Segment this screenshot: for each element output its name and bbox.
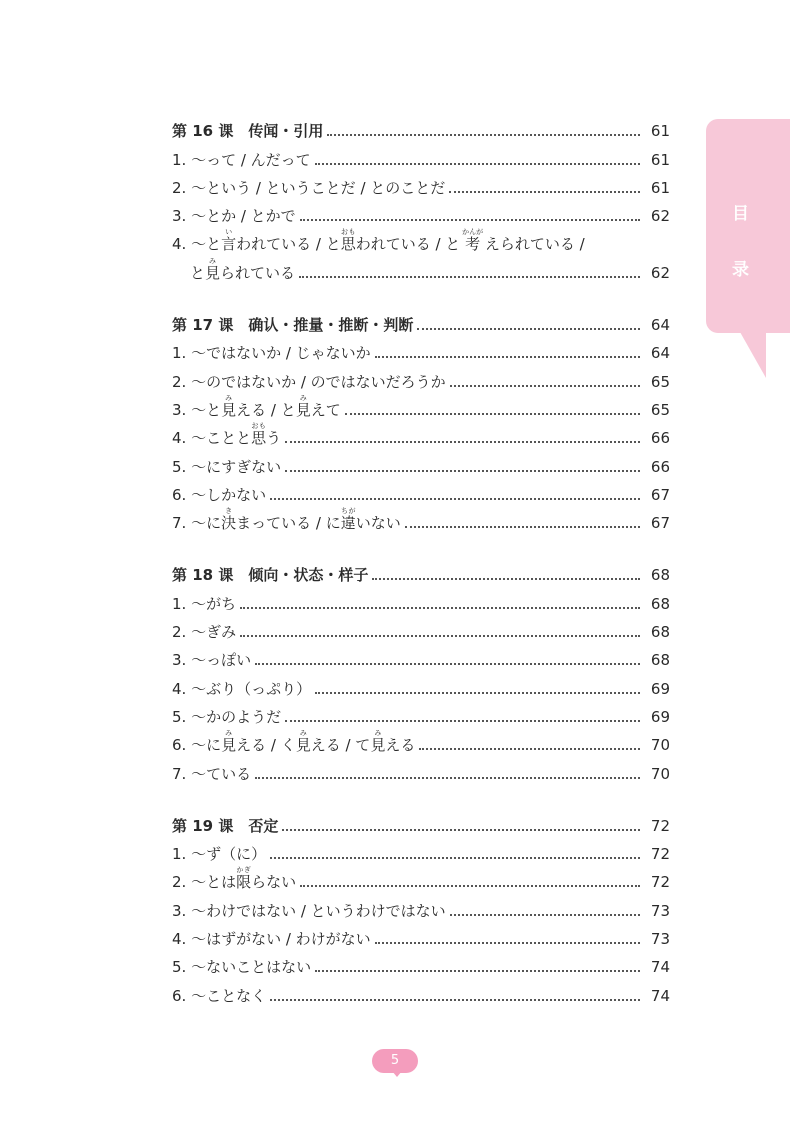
toc-entry[interactable] (172, 894, 670, 922)
toc-page-number: 73 (650, 930, 670, 949)
toc-page-number: 68 (650, 566, 670, 585)
toc-entry[interactable] (172, 143, 670, 171)
toc-entry-label: 5. ～にすぎない (172, 457, 282, 476)
toc-entry[interactable] (172, 507, 670, 535)
dot-leader (282, 829, 640, 831)
toc-page-number: 64 (650, 316, 670, 335)
toc-entry[interactable] (172, 172, 670, 200)
toc-entry-label: 4. ～はずがない / わけがない (172, 930, 371, 949)
dot-leader (240, 607, 640, 609)
dot-leader (375, 942, 640, 944)
toc-entry[interactable] (172, 672, 670, 700)
toc-entry-label: 2. ～のではないか / のではないだろうか (172, 372, 446, 391)
toc-page-number: 69 (650, 707, 670, 726)
toc-heading[interactable] (172, 309, 670, 337)
toc-entry[interactable] (172, 587, 670, 615)
dot-leader (270, 857, 640, 859)
toc-entry[interactable] (172, 616, 670, 644)
toc-entry[interactable] (172, 838, 670, 866)
toc-entry-label: 7. ～に決きまっている / に違ちがいない (172, 507, 401, 533)
toc-entry[interactable] (172, 479, 670, 507)
toc-page-number: 61 (650, 178, 670, 197)
toc-entry-label: 5. ～ないことはない (172, 958, 312, 977)
toc-entry[interactable] (172, 337, 670, 365)
toc-page-number: 69 (650, 679, 670, 698)
toc-entry[interactable] (172, 866, 670, 894)
dot-leader (255, 777, 640, 779)
toc-section-17 (172, 309, 670, 535)
toc-page-number: 72 (650, 816, 670, 835)
toc-entry-label: 2. ～という / ということだ / とのことだ (172, 178, 446, 197)
toc-section-18 (172, 559, 670, 785)
toc-page-number: 74 (650, 958, 670, 977)
toc-heading-label: 第 18 课 倾向・状态・样子 (172, 566, 369, 585)
toc-entry[interactable] (172, 365, 670, 393)
dot-leader (327, 134, 640, 136)
dot-leader (270, 498, 640, 500)
dot-leader (405, 526, 640, 528)
dot-leader (285, 720, 640, 722)
dot-leader (315, 163, 640, 165)
toc-entry[interactable] (172, 644, 670, 672)
toc-heading[interactable] (172, 810, 670, 838)
toc-entry-label: 7. ～ている (172, 764, 252, 783)
dot-leader (300, 219, 640, 221)
toc-side-tab-label (732, 186, 749, 298)
toc-page-number: 61 (650, 150, 670, 169)
toc-page-number: 70 (650, 764, 670, 783)
toc-page-number: 62 (650, 263, 670, 282)
toc-entry-label: 1. ～ではないか / じゃないか (172, 344, 371, 363)
table-of-contents (172, 115, 670, 1032)
dot-leader (285, 441, 640, 443)
dot-leader (315, 692, 640, 694)
toc-page-number: 68 (650, 651, 670, 670)
toc-page-number: 67 (650, 514, 670, 533)
toc-page-number: 61 (650, 122, 670, 141)
toc-page-number: 67 (650, 485, 670, 504)
toc-entry-label: 3. ～わけではない / というわけではない (172, 901, 446, 920)
toc-page-number: 66 (650, 457, 670, 476)
dot-leader (375, 356, 640, 358)
toc-entry[interactable] (172, 951, 670, 979)
toc-page-number: 64 (650, 344, 670, 363)
toc-entry-label: 4. ～と言いわれている / と思おもわれている / と 考かんが えられている / (172, 228, 585, 254)
toc-entry[interactable] (172, 701, 670, 729)
tab-char-2: 录 (732, 260, 749, 280)
dot-leader (285, 470, 640, 472)
page-number-badge: 5 (372, 1049, 418, 1073)
dot-leader (449, 191, 640, 193)
toc-entry[interactable] (172, 979, 670, 1007)
toc-entry[interactable] (172, 757, 670, 785)
toc-heading[interactable] (172, 115, 670, 143)
toc-page-number: 70 (650, 736, 670, 755)
dot-leader (240, 635, 640, 637)
toc-entry-label: 4. ～ぶり（っぷり） (172, 679, 312, 698)
toc-heading[interactable] (172, 559, 670, 587)
toc-page-number: 68 (650, 594, 670, 613)
toc-entry-label: 3. ～とか / とかで (172, 207, 296, 226)
toc-entry[interactable] (172, 200, 670, 228)
toc-section-19 (172, 810, 670, 1008)
toc-page-number: 65 (650, 400, 670, 419)
tab-char-1: 目 (732, 204, 749, 224)
toc-entry[interactable] (172, 729, 670, 757)
toc-entry-label: 6. ～しかない (172, 485, 267, 504)
toc-entry[interactable] (172, 923, 670, 951)
dot-leader (417, 328, 640, 330)
dot-leader (345, 413, 640, 415)
toc-entry-label: 4. ～ことと思おもう (172, 422, 282, 448)
dot-leader (299, 276, 640, 278)
toc-entry-label: 1. ～がち (172, 594, 237, 613)
toc-page-number: 65 (650, 372, 670, 391)
toc-page-number: 72 (650, 873, 670, 892)
dot-leader (270, 999, 640, 1001)
toc-entry-label: 5. ～かのようだ (172, 707, 282, 726)
toc-entry-label: 3. ～と見みえる / と見みえて (172, 393, 341, 419)
toc-section-16 (172, 115, 670, 285)
toc-entry-label: 2. ～ぎみ (172, 623, 237, 642)
toc-entry[interactable] (172, 450, 670, 478)
toc-entry-label: 6. ～ことなく (172, 986, 267, 1005)
toc-entry[interactable] (172, 422, 670, 450)
toc-entry-label: 6. ～に見みえる / く見みえる / て見みえる (172, 729, 416, 755)
toc-page-number: 72 (650, 845, 670, 864)
page-number-badge-tail (392, 1071, 402, 1077)
dot-leader (419, 748, 640, 750)
toc-entry-label: 3. ～っぽい (172, 651, 252, 670)
toc-page-number: 73 (650, 901, 670, 920)
toc-entry-label: 1. ～って / んだって (172, 150, 311, 169)
dot-leader (255, 663, 640, 665)
toc-heading-label: 第 17 课 确认・推量・推断・判断 (172, 316, 414, 335)
toc-page-number: 66 (650, 429, 670, 448)
toc-entry[interactable] (172, 394, 670, 422)
toc-heading-label: 第 16 课 传闻・引用 (172, 122, 324, 141)
toc-entry[interactable] (172, 228, 670, 256)
toc-page-number: 62 (650, 207, 670, 226)
toc-page-number: 68 (650, 623, 670, 642)
toc-page-number: 74 (650, 986, 670, 1005)
toc-entry-label: と見みられている (190, 256, 296, 282)
dot-leader (450, 914, 640, 916)
dot-leader (450, 385, 640, 387)
toc-entry-label: 1. ～ず（に） (172, 845, 267, 864)
dot-leader (300, 885, 640, 887)
toc-entry-label: 2. ～とは限かぎらない (172, 866, 297, 892)
dot-leader (372, 578, 640, 580)
toc-entry-continuation[interactable] (172, 256, 670, 284)
toc-heading-label: 第 19 课 否定 (172, 816, 279, 835)
dot-leader (315, 970, 640, 972)
toc-side-tab-tail (740, 332, 766, 378)
